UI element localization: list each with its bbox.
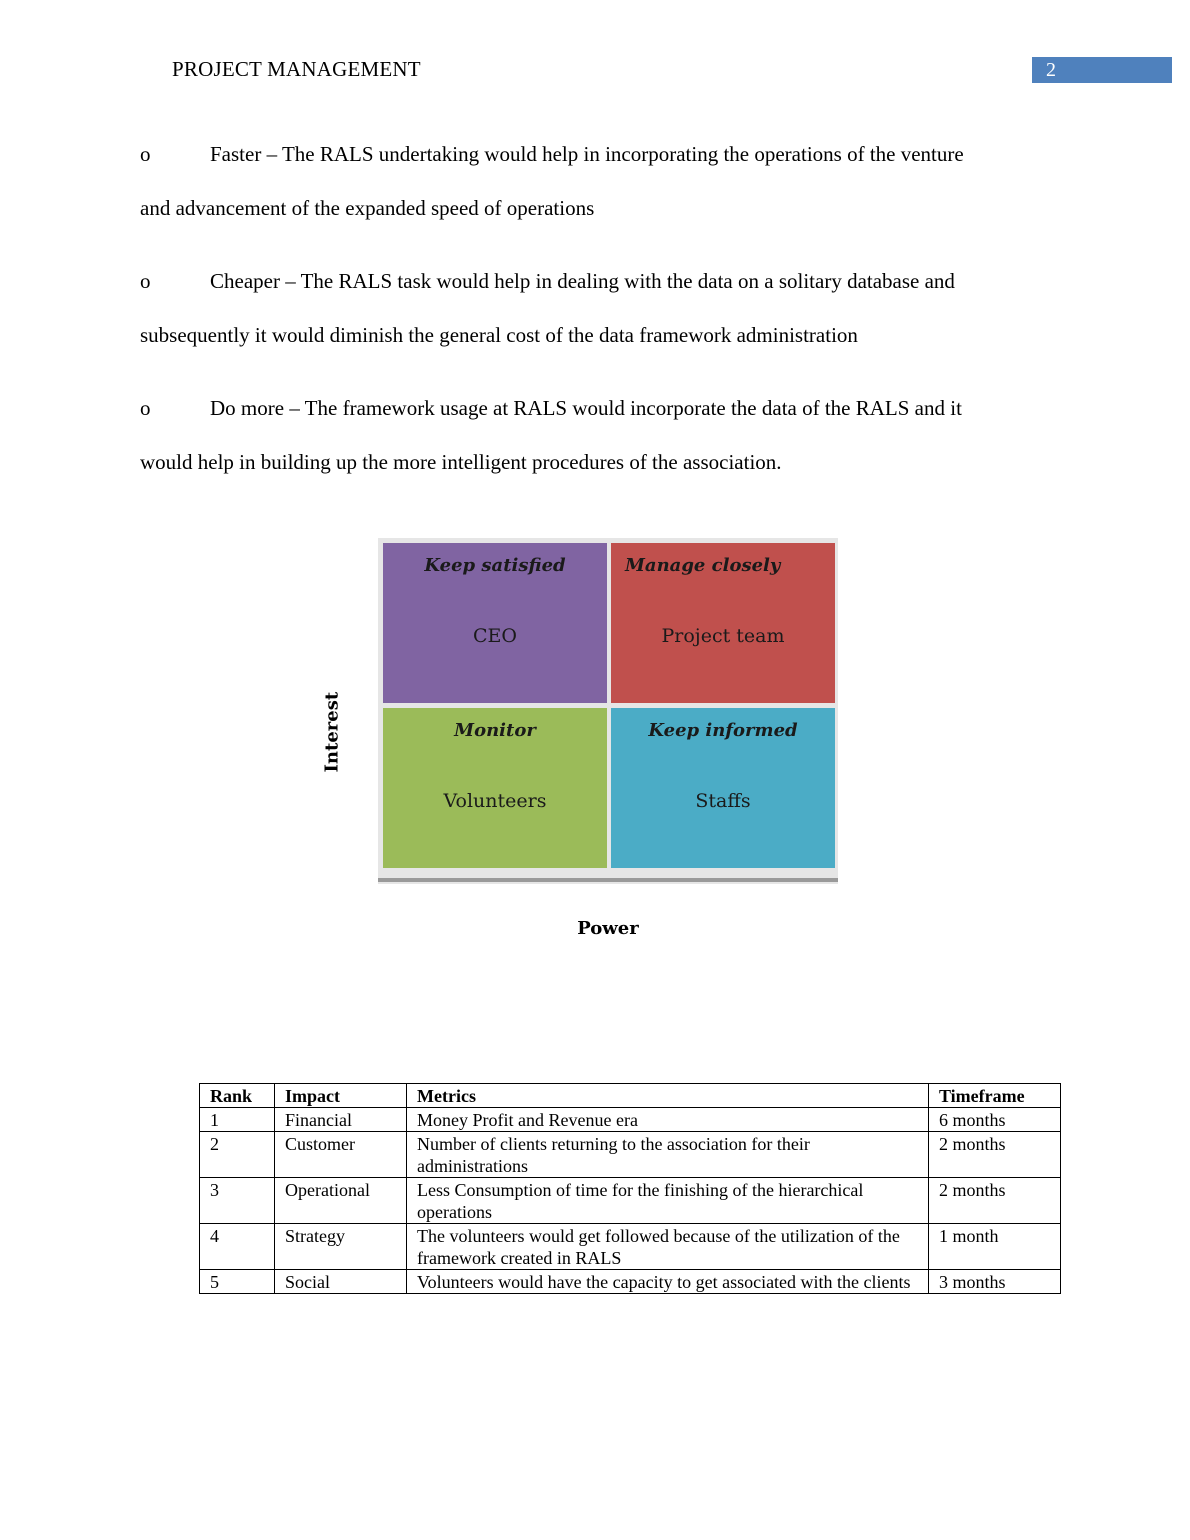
timeframe-cell: 3 months	[929, 1270, 1061, 1294]
bullet-item-faster	[140, 127, 1050, 235]
quadrant-title: Keep satisfied	[424, 555, 566, 576]
metrics-cell: Number of clients returning to the association for their administrations	[407, 1132, 929, 1178]
table-row	[200, 1270, 1061, 1294]
timeframe-cell: 2 months	[929, 1178, 1061, 1224]
quadrant-monitor	[383, 708, 607, 868]
rank-cell: 3	[200, 1178, 275, 1224]
bullet-item-cheaper	[140, 254, 1050, 362]
page-number: 2	[1032, 57, 1172, 83]
table-row	[200, 1224, 1061, 1270]
column-header-timeframe: Timeframe	[929, 1084, 1061, 1108]
quadrant-title: Keep informed	[648, 720, 798, 741]
quadrant-manage-closely	[611, 543, 835, 703]
x-axis-label: Power	[577, 918, 639, 939]
impact-cell: Social	[275, 1270, 407, 1294]
metrics-cell: Money Profit and Revenue era	[407, 1108, 929, 1132]
quadrant-keep-informed	[611, 708, 835, 868]
quadrant-stakeholder: CEO	[473, 625, 517, 647]
table-row	[200, 1132, 1061, 1178]
bullet-text: Do more – The framework usage at RALS would incorporate the data of the RALS and it	[210, 396, 962, 420]
impact-cell: Strategy	[275, 1224, 407, 1270]
quadrant-stakeholder: Volunteers	[443, 790, 547, 812]
quadrant-keep-satisfied	[383, 543, 607, 703]
column-header-metrics: Metrics	[407, 1084, 929, 1108]
quadrant-stakeholder: Staffs	[695, 790, 751, 812]
quadrant-title: Monitor	[454, 720, 536, 741]
impact-cell: Customer	[275, 1132, 407, 1178]
rank-cell: 5	[200, 1270, 275, 1294]
bullet-text-continuation: would help in building up the more intelligent procedures of the association.	[140, 450, 782, 474]
impact-cell: Financial	[275, 1108, 407, 1132]
bullet-text-continuation: and advancement of the expanded speed of operations	[140, 196, 595, 220]
rank-cell: 4	[200, 1224, 275, 1270]
quadrant-stakeholder: Project team	[661, 625, 785, 647]
rank-cell: 2	[200, 1132, 275, 1178]
rank-cell: 1	[200, 1108, 275, 1132]
bullet-text: Faster – The RALS undertaking would help in incorporating the operations of the venture	[210, 142, 964, 166]
bullet-list	[140, 127, 1050, 508]
quadrant-title: Manage closely	[625, 555, 781, 576]
bullet-marker: o	[140, 396, 151, 420]
bullet-item-do-more	[140, 381, 1050, 489]
header-title: PROJECT MANAGEMENT	[172, 57, 421, 81]
column-header-rank: Rank	[200, 1084, 275, 1108]
bullet-text: Cheaper – The RALS task would help in dealing with the data on a solitary database and	[210, 269, 955, 293]
metrics-cell: Volunteers would have the capacity to get associated with the clients	[407, 1270, 929, 1294]
table-row	[200, 1178, 1061, 1224]
impact-cell: Operational	[275, 1178, 407, 1224]
table-row	[200, 1108, 1061, 1132]
timeframe-cell: 6 months	[929, 1108, 1061, 1132]
metrics-cell: The volunteers would get followed because of the utilization of the framework created in RALS	[407, 1224, 929, 1270]
stakeholder-matrix	[378, 538, 838, 884]
table-header-row	[200, 1084, 1061, 1108]
bullet-text-continuation: subsequently it would diminish the general cost of the data framework administration	[140, 323, 858, 347]
matrix-baseline	[378, 878, 838, 882]
column-header-impact: Impact	[275, 1084, 407, 1108]
impact-metrics-table	[199, 1083, 1061, 1294]
timeframe-cell: 2 months	[929, 1132, 1061, 1178]
y-axis-label: Interest	[321, 691, 343, 773]
bullet-marker: o	[140, 269, 151, 293]
bullet-marker: o	[140, 142, 151, 166]
metrics-cell: Less Consumption of time for the finishing of the hierarchical operations	[407, 1178, 929, 1224]
timeframe-cell: 1 month	[929, 1224, 1061, 1270]
